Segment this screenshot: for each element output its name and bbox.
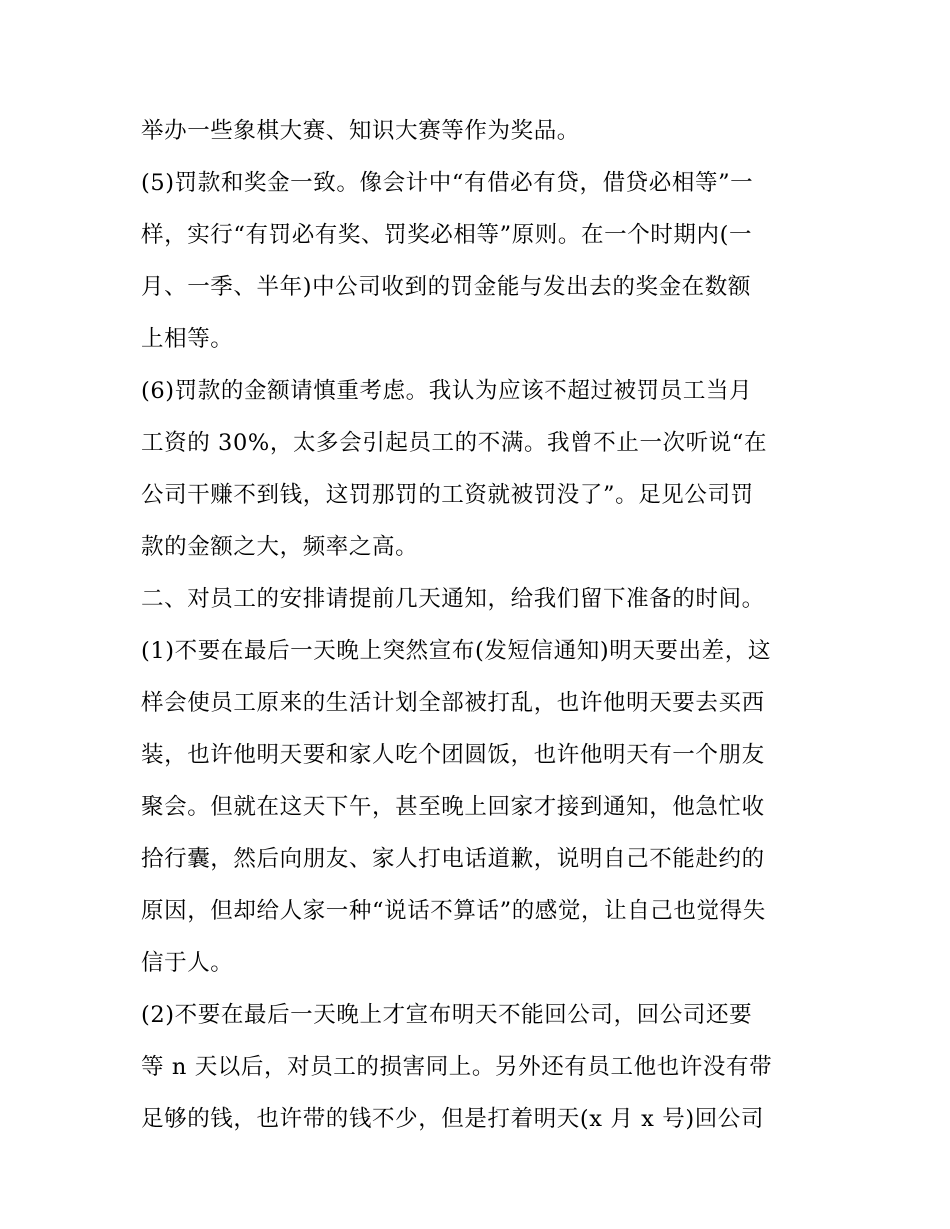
text-line: (6)罚款的金额请慎重考虑。我认为应该不超过被罚员工当月 bbox=[141, 378, 753, 404]
text-line: (2)不要在最后一天晚上才宣布明天不能回公司，回公司还要 bbox=[141, 1002, 753, 1028]
text-line: 信于人。 bbox=[141, 950, 234, 976]
text-line: 款的金额之大，频率之高。 bbox=[141, 534, 419, 560]
text-line: 原因，但却给人家一种“说话不算话”的感觉，让自己也觉得失 bbox=[141, 898, 766, 924]
text-line: 上相等。 bbox=[141, 326, 234, 352]
text-line: 足够的钱，也许带的钱不少，但是打着明天(x 月 x 号)回公司 bbox=[141, 1106, 764, 1132]
text-line: 装，也许他明天要和家人吃个团圆饭，也许他明天有一个朋友 bbox=[141, 742, 765, 768]
text-line: 样，实行“有罚必有奖、罚奖必相等”原则。在一个时期内(一 bbox=[141, 222, 753, 248]
text-line: 举办一些象棋大赛、知识大赛等作为奖品。 bbox=[141, 118, 580, 144]
text-line: 公司干赚不到钱，这罚那罚的工资就被罚没了”。足见公司罚 bbox=[141, 482, 754, 508]
text-line: 月、一季、半年)中公司收到的罚金能与发出去的奖金在数额 bbox=[141, 274, 751, 300]
text-line: 等 n 天以后，对员工的损害同上。另外还有员工他也许没有带 bbox=[141, 1054, 773, 1080]
text-line: (5)罚款和奖金一致。像会计中“有借必有贷，借贷必相等”一 bbox=[141, 170, 754, 196]
section-heading: 二、对员工的安排请提前几天通知，给我们留下准备的时间。 bbox=[141, 586, 765, 612]
text-line: 拾行囊，然后向朋友、家人打电话道歉，说明自己不能赴约的 bbox=[141, 846, 765, 872]
document-body bbox=[141, 105, 813, 1145]
text-line: 样会使员工原来的生活计划全部被打乱，也许他明天要去买西 bbox=[141, 690, 765, 716]
text-line: 工资的 30%，太多会引起员工的不满。我曾不止一次听说“在 bbox=[141, 430, 768, 456]
text-line: (1)不要在最后一天晚上突然宣布(发短信通知)明天要出差，这 bbox=[141, 638, 771, 664]
text-line: 聚会。但就在这天下午，甚至晚上回家才接到通知，他急忙收 bbox=[141, 794, 765, 820]
